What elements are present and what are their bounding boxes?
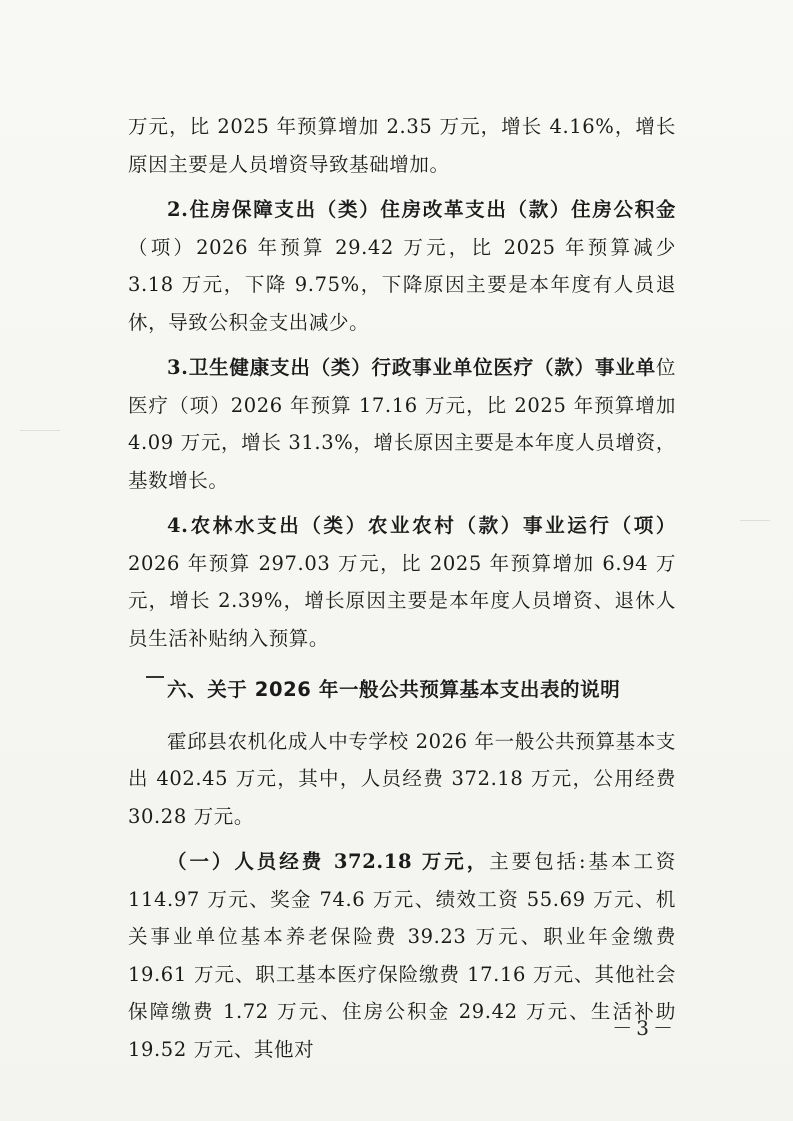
item-title-agriculture: 4.农林水支出（类）农业农村（款）事业运行（项） (167, 514, 676, 537)
scan-dash-mark (146, 676, 164, 678)
section-heading: 六、关于 2026 年一般公共预算基本支出表的说明 (167, 678, 621, 701)
paragraph-continuation: 万元，比 2025 年预算增加 2.35 万元，增长 4.16%，增长原因主要是人员增资导致基础增加。 (128, 115, 676, 176)
page-number: －3－ (612, 1016, 677, 1040)
item-title-health: 3.卫生健康支出（类）行政事业单位医疗（款）事业单 (167, 356, 656, 379)
paragraph-summary: 霍邱县农机化成人中专学校 2026 年一般公共预算基本支出 402.45 万元，其中，人员经费 372.18 万元，公用经费 30.28 万元。 (128, 729, 676, 828)
item-title-personnel: （一）人员经费 372.18 万元， (167, 850, 490, 873)
scan-artifact (740, 520, 770, 521)
item-text-personnel: 主要包括:基本工资 114.97 万元、奖金 74.6 万元、绩效工资 55.69 万元、机关事业单位基本养老保险费 39.23 万元、职业年金缴费 19.61 万元、职工基本医疗保险缴费 17.16 万元、其他社会保障缴费 1.72 万元、住房公积金 29.42 万元、生活补助 19.52 万元、其他对 (128, 850, 676, 1061)
paragraph-housing (128, 191, 676, 341)
paragraph-health (128, 349, 676, 499)
document-body (128, 108, 676, 1068)
paragraph-agriculture (128, 507, 676, 657)
item-text-housing: （项）2026 年预算 29.42 万元，比 2025 年预算减少 3.18 万元，下降 9.75%，下降原因主要是本年度有人员退休，导致公积金支出减少。 (128, 235, 676, 334)
item-title-housing: 2.住房保障支出（类）住房改革支出（款）住房公积金 (167, 198, 676, 221)
paragraph-personnel (128, 843, 676, 1068)
item-text-agriculture: 2026 年预算 297.03 万元，比 2025 年预算增加 6.94 万元，增长 2.39%，增长原因主要是本年度人员增资、退休人员生活补贴纳入预算。 (128, 551, 676, 650)
item-text-health: 位医疗（项）2026 年预算 17.16 万元，比 2025 年预算增加 4.09 万元，增长 31.3%，增长原因主要是本年度人员增资，基数增长。 (128, 356, 676, 492)
scan-artifact (20, 430, 60, 431)
